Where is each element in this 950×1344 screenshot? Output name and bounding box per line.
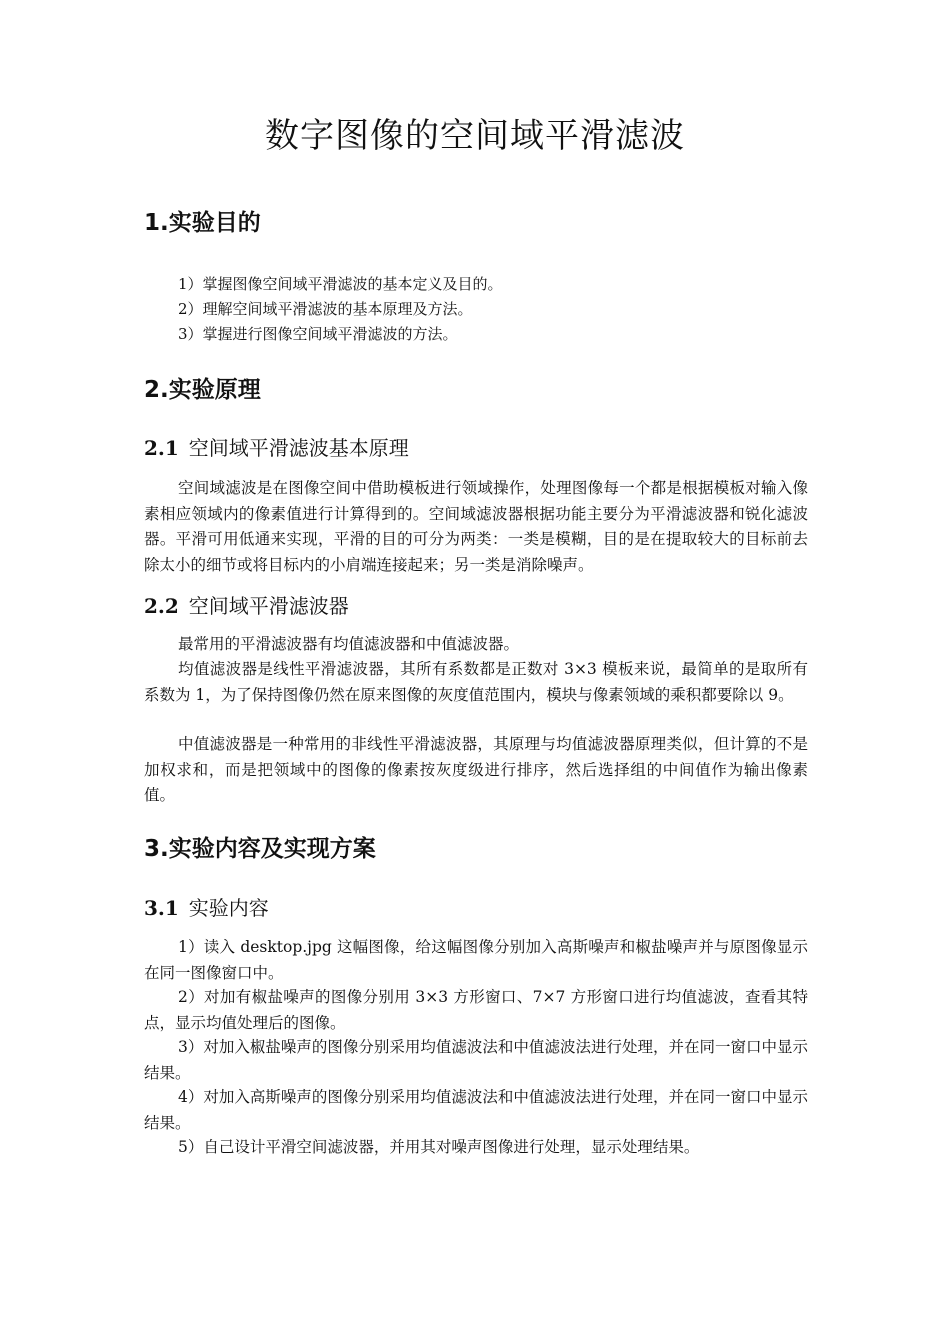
section-number: 3.	[144, 836, 169, 862]
section-title: 实验内容及实现方案	[168, 836, 376, 862]
paragraph: 空间域滤波是在图像空间中借助模板进行领域操作，处理图像每一个都是根据模板对输入像素相应领域内的像素值进行计算得到的。空间域滤波器根据功能主要分为平滑滤波器和锐化滤波器。平滑可用低通来实现，平滑的目的可分为两类：一类是模糊，目的是在提取较大的目标前去除太小的细节或将目标内的小肩端连接起来；另一类是消除噪声。	[144, 479, 808, 574]
subsection-title: 实验内容	[188, 896, 269, 920]
subsection-title: 空间域平滑滤波基本原理	[188, 436, 409, 460]
paragraph: 4）对加入高斯噪声的图像分别采用均值滤波法和中值滤波法进行处理，并在同一窗口中显示结果。	[144, 1088, 808, 1132]
section-heading-1	[144, 204, 261, 237]
subsection-heading-3-1	[144, 892, 269, 921]
section-number: 1.	[144, 210, 169, 236]
subsection-number: 2.2	[144, 594, 179, 618]
section-heading-3	[144, 830, 376, 863]
subsection-heading-2-2	[144, 590, 349, 619]
paragraph: 1）读入 desktop.jpg 这幅图像，给这幅图像分别加入高斯噪声和椒盐噪声并与原图像显示在同一图像窗口中。	[144, 938, 808, 982]
section-number: 2.	[144, 377, 169, 403]
list-item: 1）掌握图像空间域平滑滤波的基本定义及目的。	[178, 275, 503, 293]
section-heading-2	[144, 371, 261, 404]
paragraph: 最常用的平滑滤波器有均值滤波器和中值滤波器。	[178, 635, 520, 653]
subsection-number: 2.1	[144, 436, 179, 460]
paragraph: 均值滤波器是线性平滑滤波器，其所有系数都是正数对 3×3 模板来说，最简单的是取所有系数为 1，为了保持图像仍然在原来图像的灰度值范围内，模块与像素领域的乘积都要除以 9。	[144, 660, 808, 704]
subsection-heading-2-1	[144, 432, 409, 461]
subsection-title: 空间域平滑滤波器	[188, 594, 349, 618]
paragraph: 3）对加入椒盐噪声的图像分别采用均值滤波法和中值滤波法进行处理，并在同一窗口中显示结果。	[144, 1038, 808, 1082]
document-title: 数字图像的空间域平滑滤波	[265, 116, 685, 156]
section-title: 实验原理	[168, 377, 261, 403]
section-title: 实验目的	[168, 210, 261, 236]
paragraph: 中值滤波器是一种常用的非线性平滑滤波器，其原理与均值滤波器原理类似，但计算的不是加权求和，而是把领域中的图像的像素按灰度级进行排序，然后选择组的中间值作为输出像素值。	[144, 735, 808, 804]
paragraph: 5）自己设计平滑空间滤波器，并用其对噪声图像进行处理，显示处理结果。	[178, 1138, 700, 1156]
paragraph: 2）对加有椒盐噪声的图像分别用 3×3 方形窗口、7×7 方形窗口进行均值滤波，查看其特点，显示均值处理后的图像。	[144, 988, 808, 1032]
list-item: 2）理解空间域平滑滤波的基本原理及方法。	[178, 300, 473, 318]
subsection-number: 3.1	[144, 896, 179, 920]
list-item: 3）掌握进行图像空间域平滑滤波的方法。	[178, 325, 458, 343]
